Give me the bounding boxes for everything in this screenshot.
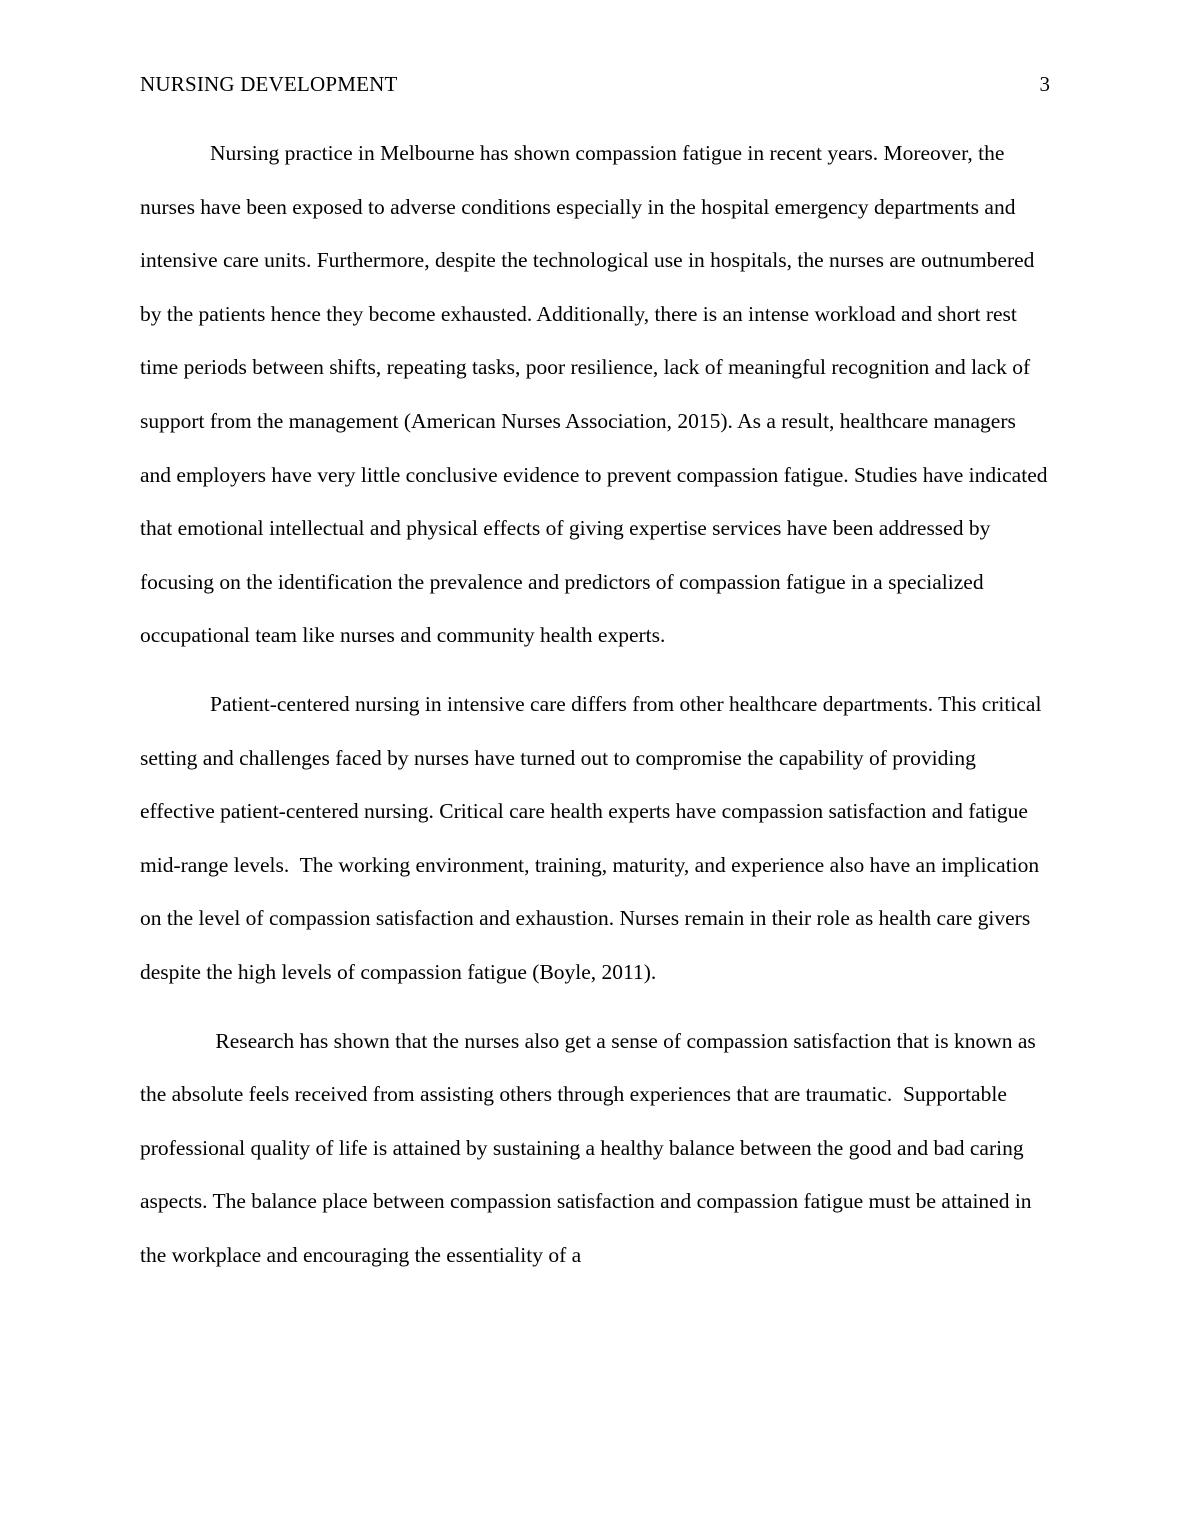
body-text <box>140 127 1053 1282</box>
paragraph-1: Nursing practice in Melbourne has shown compassion fatigue in recent years. Moreover, the nurses have been exposed to adverse conditions especially in the hospital emergency departments and intensive care units. Furthermore, despite the technological use in hospitals, the nurses are outnumbered by the patients hence they become exhausted. Additionally, there is an intense workload and short rest time periods between shifts, repeating tasks, poor resilience, lack of meaningful recognition and lack of support from the management (American Nurses Association, 2015). As a result, healthcare managers and employers have very little conclusive evidence to prevent compassion fatigue. Studies have indicated that emotional intellectual and physical effects of giving expertise services have been addressed by focusing on the identification the prevalence and predictors of compassion fatigue in a specialized occupational team like nurses and community health experts. <box>140 141 1053 648</box>
paragraph-2: Patient-centered nursing in intensive care differs from other healthcare departments. This critical setting and challenges faced by nurses have turned out to compromise the capability of providing effective patient-centered nursing. Critical care health experts have compassion satisfaction and fatigue mid-range levels. The working environment, training, maturity, and experience also have an implication on the level of compassion satisfaction and exhaustion. Nurses remain in their role as health care givers despite the high levels of compassion fatigue (Boyle, 2011). <box>140 691 1047 984</box>
paragraph-3: Research has shown that the nurses also get a sense of compassion satisfaction that is known as the absolute feels received from assisting others through experiences that are traumatic. Supportable professional quality of life is attained by sustaining a healthy balance between the good and bad caring aspects. The balance place between compassion satisfaction and compassion fatigue must be attained in the workplace and encouraging the essentiality of a <box>140 1028 1042 1267</box>
running-head-title: NURSING DEVELOPMENT <box>140 72 398 96</box>
running-header <box>140 70 1050 98</box>
page-number: 3 <box>1039 72 1050 96</box>
